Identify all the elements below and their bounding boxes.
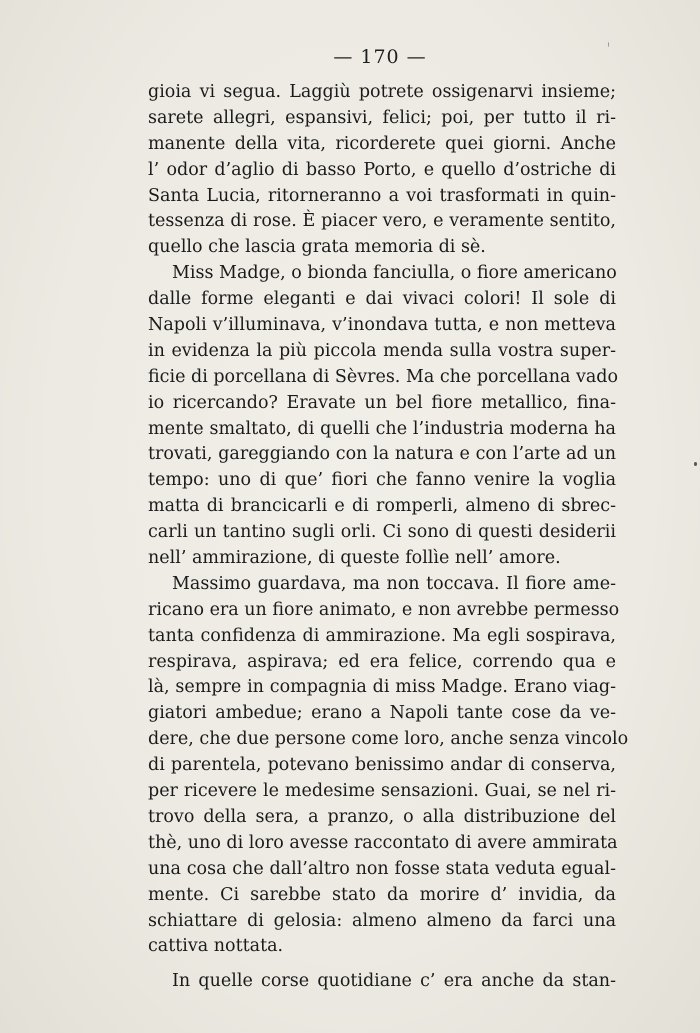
- text-line: dalle forme eleganti e dai vivaci colori! Il sole di: [148, 289, 616, 310]
- paragraph-start-line: Miss Madge, o bionda fanciulla, o fiore americano: [172, 263, 617, 284]
- text-line: dere, che due persone come loro, anche senza vincolo: [148, 729, 629, 750]
- text-line: Santa Lucia, ritorneranno a voi trasformati in quin-: [148, 185, 616, 206]
- text-line: io ricercando? Eravate un bel fiore metallico, fina-: [148, 392, 616, 413]
- text-line: ricano era un fiore animato, e non avrebbe permesso: [148, 599, 620, 620]
- text-line: là, sempre in compagnia di miss Madge. Erano viag-: [148, 677, 616, 698]
- text-line: Napoli v’illuminava, v’inondava tutta, e non metteva: [148, 315, 616, 336]
- text-line: in evidenza la più piccola menda sulla vostra super-: [148, 340, 616, 361]
- text-line: nell’ ammirazione, di queste follìe nell’ amore.: [148, 548, 561, 569]
- text-line: mente. Ci sarebbe stato da morire d’ invidia, da: [148, 884, 616, 905]
- text-line: respirava, aspirava; ed era felice, correndo qua e: [148, 651, 616, 672]
- text-line: ficie di porcellana di Sèvres. Ma che porcellana vado: [148, 366, 619, 387]
- text-line: l’ odor d’aglio di basso Porto, e quello d’ostriche di: [148, 159, 616, 180]
- text-line: schiattare di gelosia: almeno almeno da farci una: [148, 910, 616, 931]
- text-line: tessenza di rose. È piacer vero, e veramente sentito,: [148, 211, 616, 232]
- paragraph-start-line: In quelle corse quotidiane c’ era anche da stan-: [172, 971, 616, 992]
- text-line: matta di brancicarli e di romperli, almeno di sbrec-: [148, 496, 616, 517]
- text-line: sarete allegri, espansivi, felici; poi, per tutto il ri-: [148, 107, 616, 128]
- text-line: tempo: uno di que’ fiori che fanno venire la voglia: [148, 470, 616, 491]
- paragraph-gap: [148, 960, 616, 969]
- text-line: thè, uno di loro avesse raccontato di avere ammirata: [148, 832, 618, 853]
- text-line: per ricevere le medesime sensazioni. Guai, se nel ri-: [148, 781, 616, 802]
- text-line: una cosa che dall’altro non fosse stata veduta egual-: [148, 858, 616, 879]
- text-line: gioia vi segua. Laggiù potrete ossigenarvi insieme;: [148, 82, 616, 102]
- paragraph-start-line: Massimo guardava, ma non toccava. Il fiore ame-: [172, 573, 616, 594]
- page-number: — 170 —: [333, 46, 427, 68]
- text-line: manente della vita, ricorderete quei giorni. Anche: [148, 133, 616, 154]
- paper-speck: [694, 462, 697, 466]
- text-line: trovati, gareggiando con la natura e con l’arte ad un: [148, 444, 616, 465]
- text-line: quello che lascia grata memoria di sè.: [148, 237, 486, 258]
- text-line: tanta confidenza di ammirazione. Ma egli sospirava,: [148, 625, 616, 646]
- text-line: cattiva nottata.: [148, 936, 284, 957]
- text-line: trovo della sera, a pranzo, o alla distribuzione del: [148, 806, 616, 827]
- text-line: mente smaltato, di quelli che l’industria moderna ha: [148, 418, 616, 439]
- text-line: di parentela, potevano benissimo andar di conserva,: [148, 755, 616, 776]
- body-text: [148, 80, 629, 995]
- text-line: carli un tantino sugli orli. Ci sono di questi desiderii: [148, 522, 616, 543]
- paper-speck: [608, 42, 609, 47]
- text-line: giatori ambedue; erano a Napoli tante cose da ve-: [148, 703, 616, 724]
